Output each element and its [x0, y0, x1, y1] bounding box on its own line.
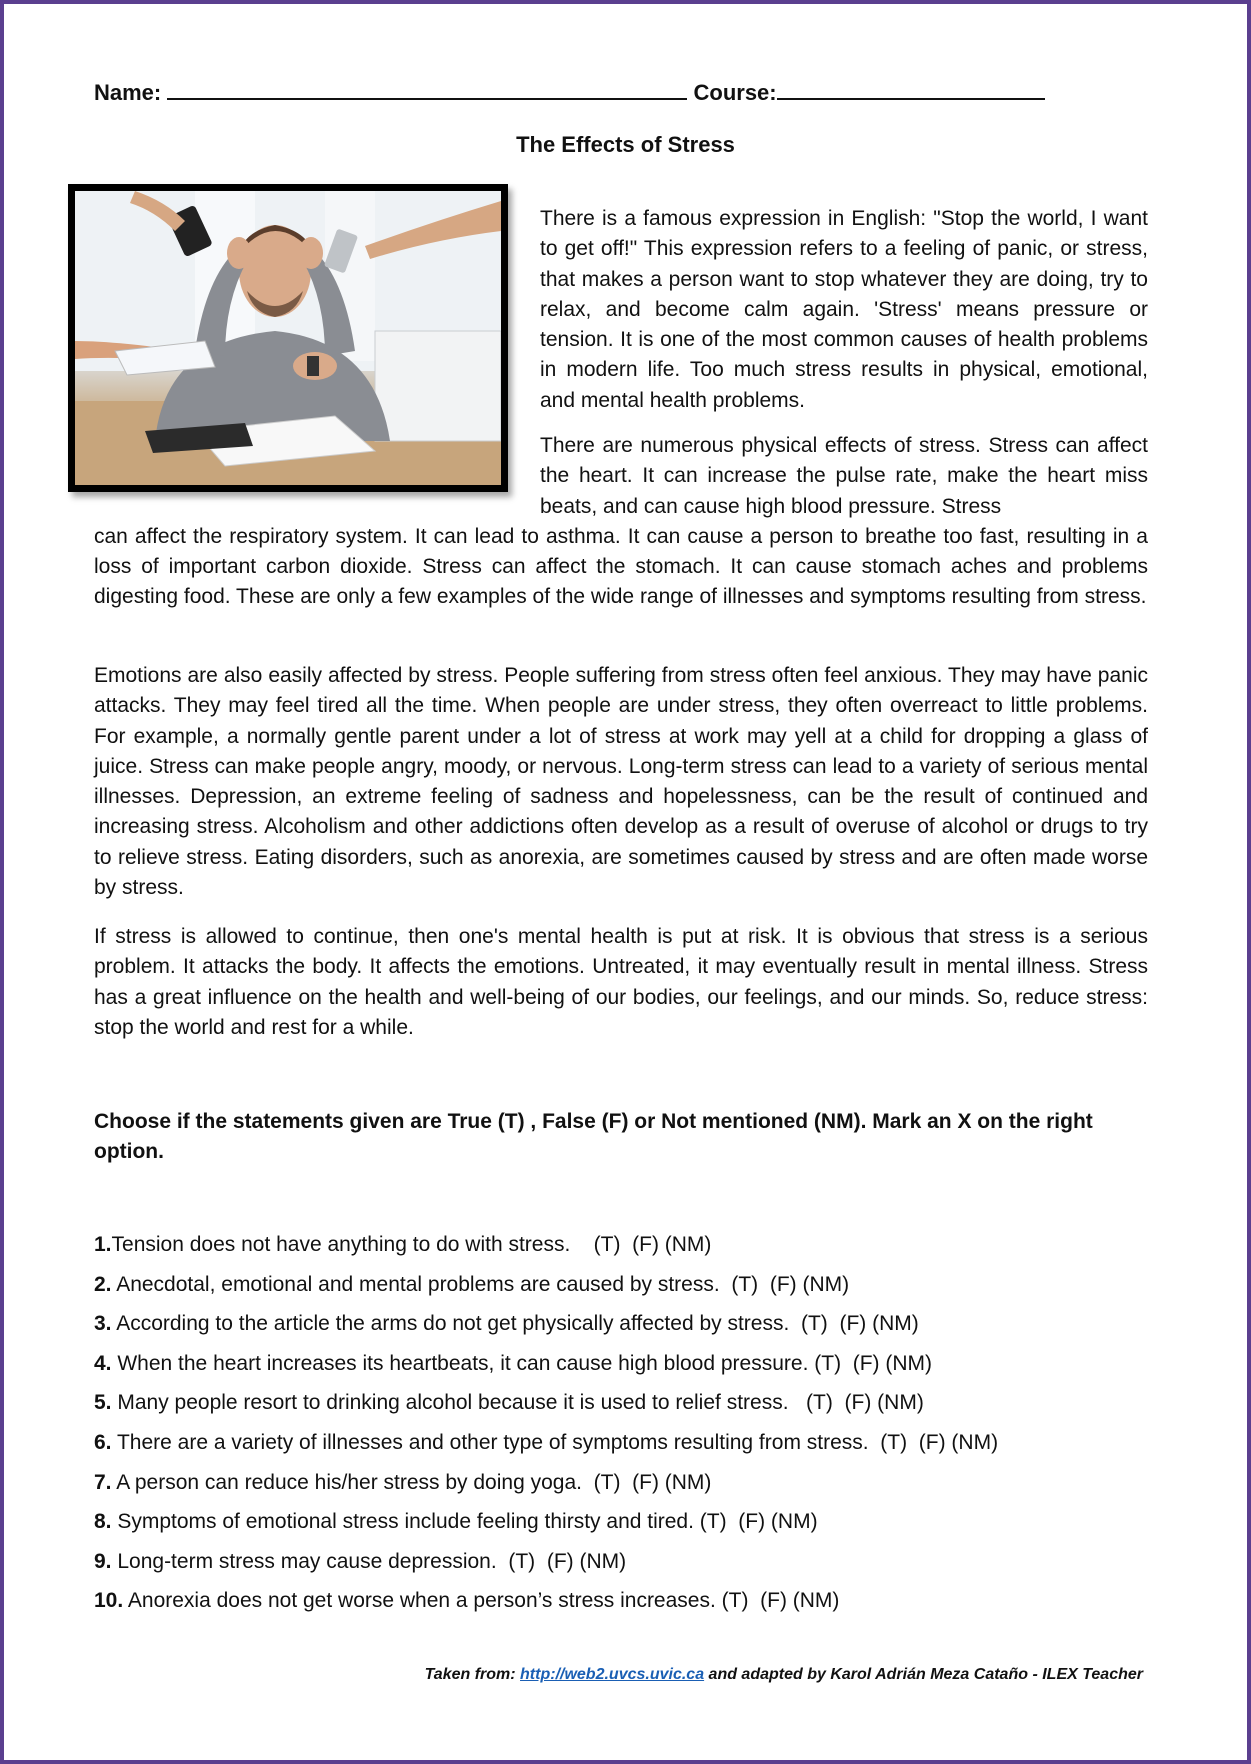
paragraph-2-full: can affect the respiratory system. It can lead to asthma. It can cause a person to breathe too fast, resulting in a loss of important carbon dioxide. Stress can affect the stomach. It can cause stomach aches and problems digesting food. These are only a few examples of the wide range of illnesses and symptoms resulting from stress. — [94, 524, 1148, 609]
question-item[interactable]: 7. A person can reduce his/her stress by doing yoga. (T) (F) (NM) — [94, 1470, 712, 1494]
name-label: Name: — [94, 80, 162, 105]
instructions: Choose if the statements given are True (T) , False (F) or Not mentioned (NM). Mark an X on the right option. — [94, 1110, 1093, 1163]
paragraph-2-wrapped: There are numerous physical effects of stress. Stress can affect the heart. It can increase the pulse rate, make the heart miss beats, and can cause high blood pressure. Stress — [540, 434, 1148, 518]
question-item[interactable]: 2. Anecdotal, emotional and mental problems are caused by stress. (T) (F) (NM) — [94, 1272, 850, 1296]
course-blank[interactable] — [777, 78, 1045, 100]
paragraph-4: If stress is allowed to continue, then one's mental health is put at risk. It is obvious that stress is a serious problem. It attacks the body. It affects the emotions. Untreated, it may eventually result in mental illness. Stress has a great influence on the health and well-being of our bodies, our feelings, and our minds. So, reduce stress: stop the world and rest for a while. — [94, 925, 1148, 1039]
question-item[interactable]: 4. When the heart increases its heartbeats, it can cause high blood pressure. (T) (F) (NM) — [94, 1351, 933, 1375]
paragraph-1: There is a famous expression in English: "Stop the world, I want to get off!" This expression refers to a feeling of panic, or stress, that makes a person want to stop whatever they are doing, try to relax, and become calm again. 'Stress' means pressure or tension. It is one of the most common causes of health problems in modern life. Too much stress results in physical, emotional, and mental health problems. — [540, 207, 1148, 412]
source-credit: Taken from: http://web2.uvcs.uvic.ca and adapted by Karol Adrián Meza Cataño - ILEX Teacher — [424, 1666, 1143, 1683]
source-link[interactable]: http://web2.uvcs.uvic.ca — [520, 1666, 705, 1683]
name-course-line — [94, 78, 1045, 106]
paragraph-3: Emotions are also easily affected by stress. People suffering from stress often feel anxious. They may have panic attacks. They may feel tired all the time. When people are under stress, they often overreact to little problems. For example, a normally gentle parent under a lot of stress at work may yell at a child for dropping a glass of juice. Stress can make people angry, moody, or nervous. Long-term stress can lead to a variety of serious mental illnesses. Depression, an extreme feeling of sadness and hopelessness, can be the result of continued and increasing stress. Alcoholism and other addictions often develop as a result of overuse of alcohol or drugs to try to relieve stress. Eating disorders, such as anorexia, are sometimes caused by stress and are often made worse by stress. — [94, 664, 1148, 900]
question-item[interactable]: 6. There are a variety of illnesses and other type of symptoms resulting from stress. (T) (F) (NM) — [94, 1430, 999, 1454]
question-item[interactable]: 5. Many people resort to drinking alcohol because it is used to relief stress. (T) (F) (NM) — [94, 1391, 924, 1415]
question-item[interactable]: 8. Symptoms of emotional stress include feeling thirsty and tired. (T) (F) (NM) — [94, 1510, 818, 1534]
question-item[interactable]: 3. According to the article the arms do not get physically affected by stress. (T) (F) (NM) — [94, 1312, 919, 1336]
page-title: The Effects of Stress — [516, 132, 735, 157]
question-list — [94, 1230, 1154, 1626]
course-label: Course: — [693, 80, 777, 105]
question-item[interactable]: 1.Tension does not have anything to do with stress. (T) (F) (NM) — [94, 1233, 712, 1256]
question-item[interactable]: 10. Anorexia does not get worse when a person’s stress increases. (T) (F) (NM) — [94, 1589, 840, 1613]
name-blank[interactable] — [167, 78, 687, 100]
paragraph-2 — [94, 431, 1148, 613]
question-item[interactable]: 9. Long-term stress may cause depression. (T) (F) (NM) — [94, 1549, 627, 1573]
